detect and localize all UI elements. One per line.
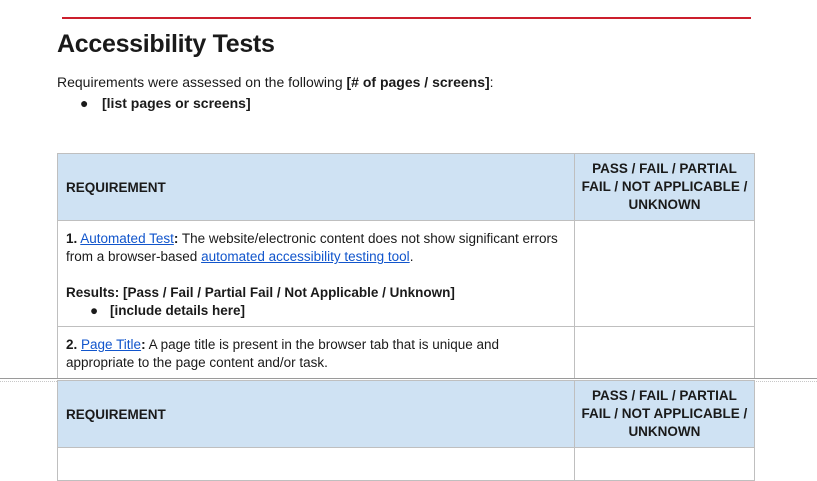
results-line: Results: [Pass / Fail / Partial Fail / Not Applicable / Unknown] — [66, 285, 455, 300]
requirement-colon: : — [173, 231, 179, 246]
header-rule — [62, 17, 751, 19]
result-cell[interactable] — [574, 327, 754, 379]
details-placeholder: [include details here] — [110, 303, 246, 318]
page-break — [0, 378, 817, 379]
requirements-table — [57, 153, 755, 379]
requirement-text — [66, 230, 566, 266]
result-cell[interactable] — [574, 448, 754, 481]
requirement-cell — [58, 221, 575, 327]
requirement-end: . — [409, 249, 414, 264]
result-cell[interactable] — [574, 221, 754, 327]
table-header-row — [58, 154, 755, 221]
requirement-number: 1. — [66, 231, 78, 246]
list-item-label: [list pages or screens] — [102, 95, 251, 111]
intro-end: : — [489, 74, 494, 90]
bullet-icon: ● — [80, 95, 89, 111]
header-requirement: REQUIREMENT — [58, 381, 575, 448]
intro-text: Requirements were assessed on the following — [57, 74, 347, 90]
table-row — [58, 221, 755, 327]
bullet-icon: ● — [90, 303, 99, 318]
table-row — [58, 448, 755, 481]
page-title: Accessibility Tests — [57, 30, 275, 58]
requirements-table-continued — [57, 380, 755, 481]
requirement-link[interactable]: Page Title — [81, 337, 142, 352]
list-item — [66, 302, 566, 320]
requirement-cell — [58, 327, 575, 379]
intro-placeholder: [# of pages / screens] — [346, 74, 490, 90]
header-pass-fail: PASS / FAIL / PARTIAL FAIL / NOT APPLICABLE / UNKNOWN — [574, 154, 754, 221]
requirement-cell — [58, 448, 575, 481]
requirement-description: The website/electronic content does not show significant errors from a browser-based — [66, 231, 558, 264]
requirement-colon: : — [141, 337, 146, 352]
table-row — [58, 327, 755, 379]
table-header-row — [58, 381, 755, 448]
requirement-number: 2. — [66, 337, 78, 352]
list-item — [80, 95, 251, 111]
header-pass-fail: PASS / FAIL / PARTIAL FAIL / NOT APPLICABLE / UNKNOWN — [574, 381, 754, 448]
intro-paragraph — [57, 74, 494, 90]
requirement-link[interactable]: Automated Test — [80, 231, 174, 246]
requirement-description: A page title is present in the browser tab that is unique and appropriate to the page content and/or task. — [66, 337, 500, 370]
testing-tool-link[interactable]: automated accessibility testing tool — [201, 249, 410, 264]
requirement-text — [66, 336, 566, 372]
header-requirement: REQUIREMENT — [58, 154, 575, 221]
